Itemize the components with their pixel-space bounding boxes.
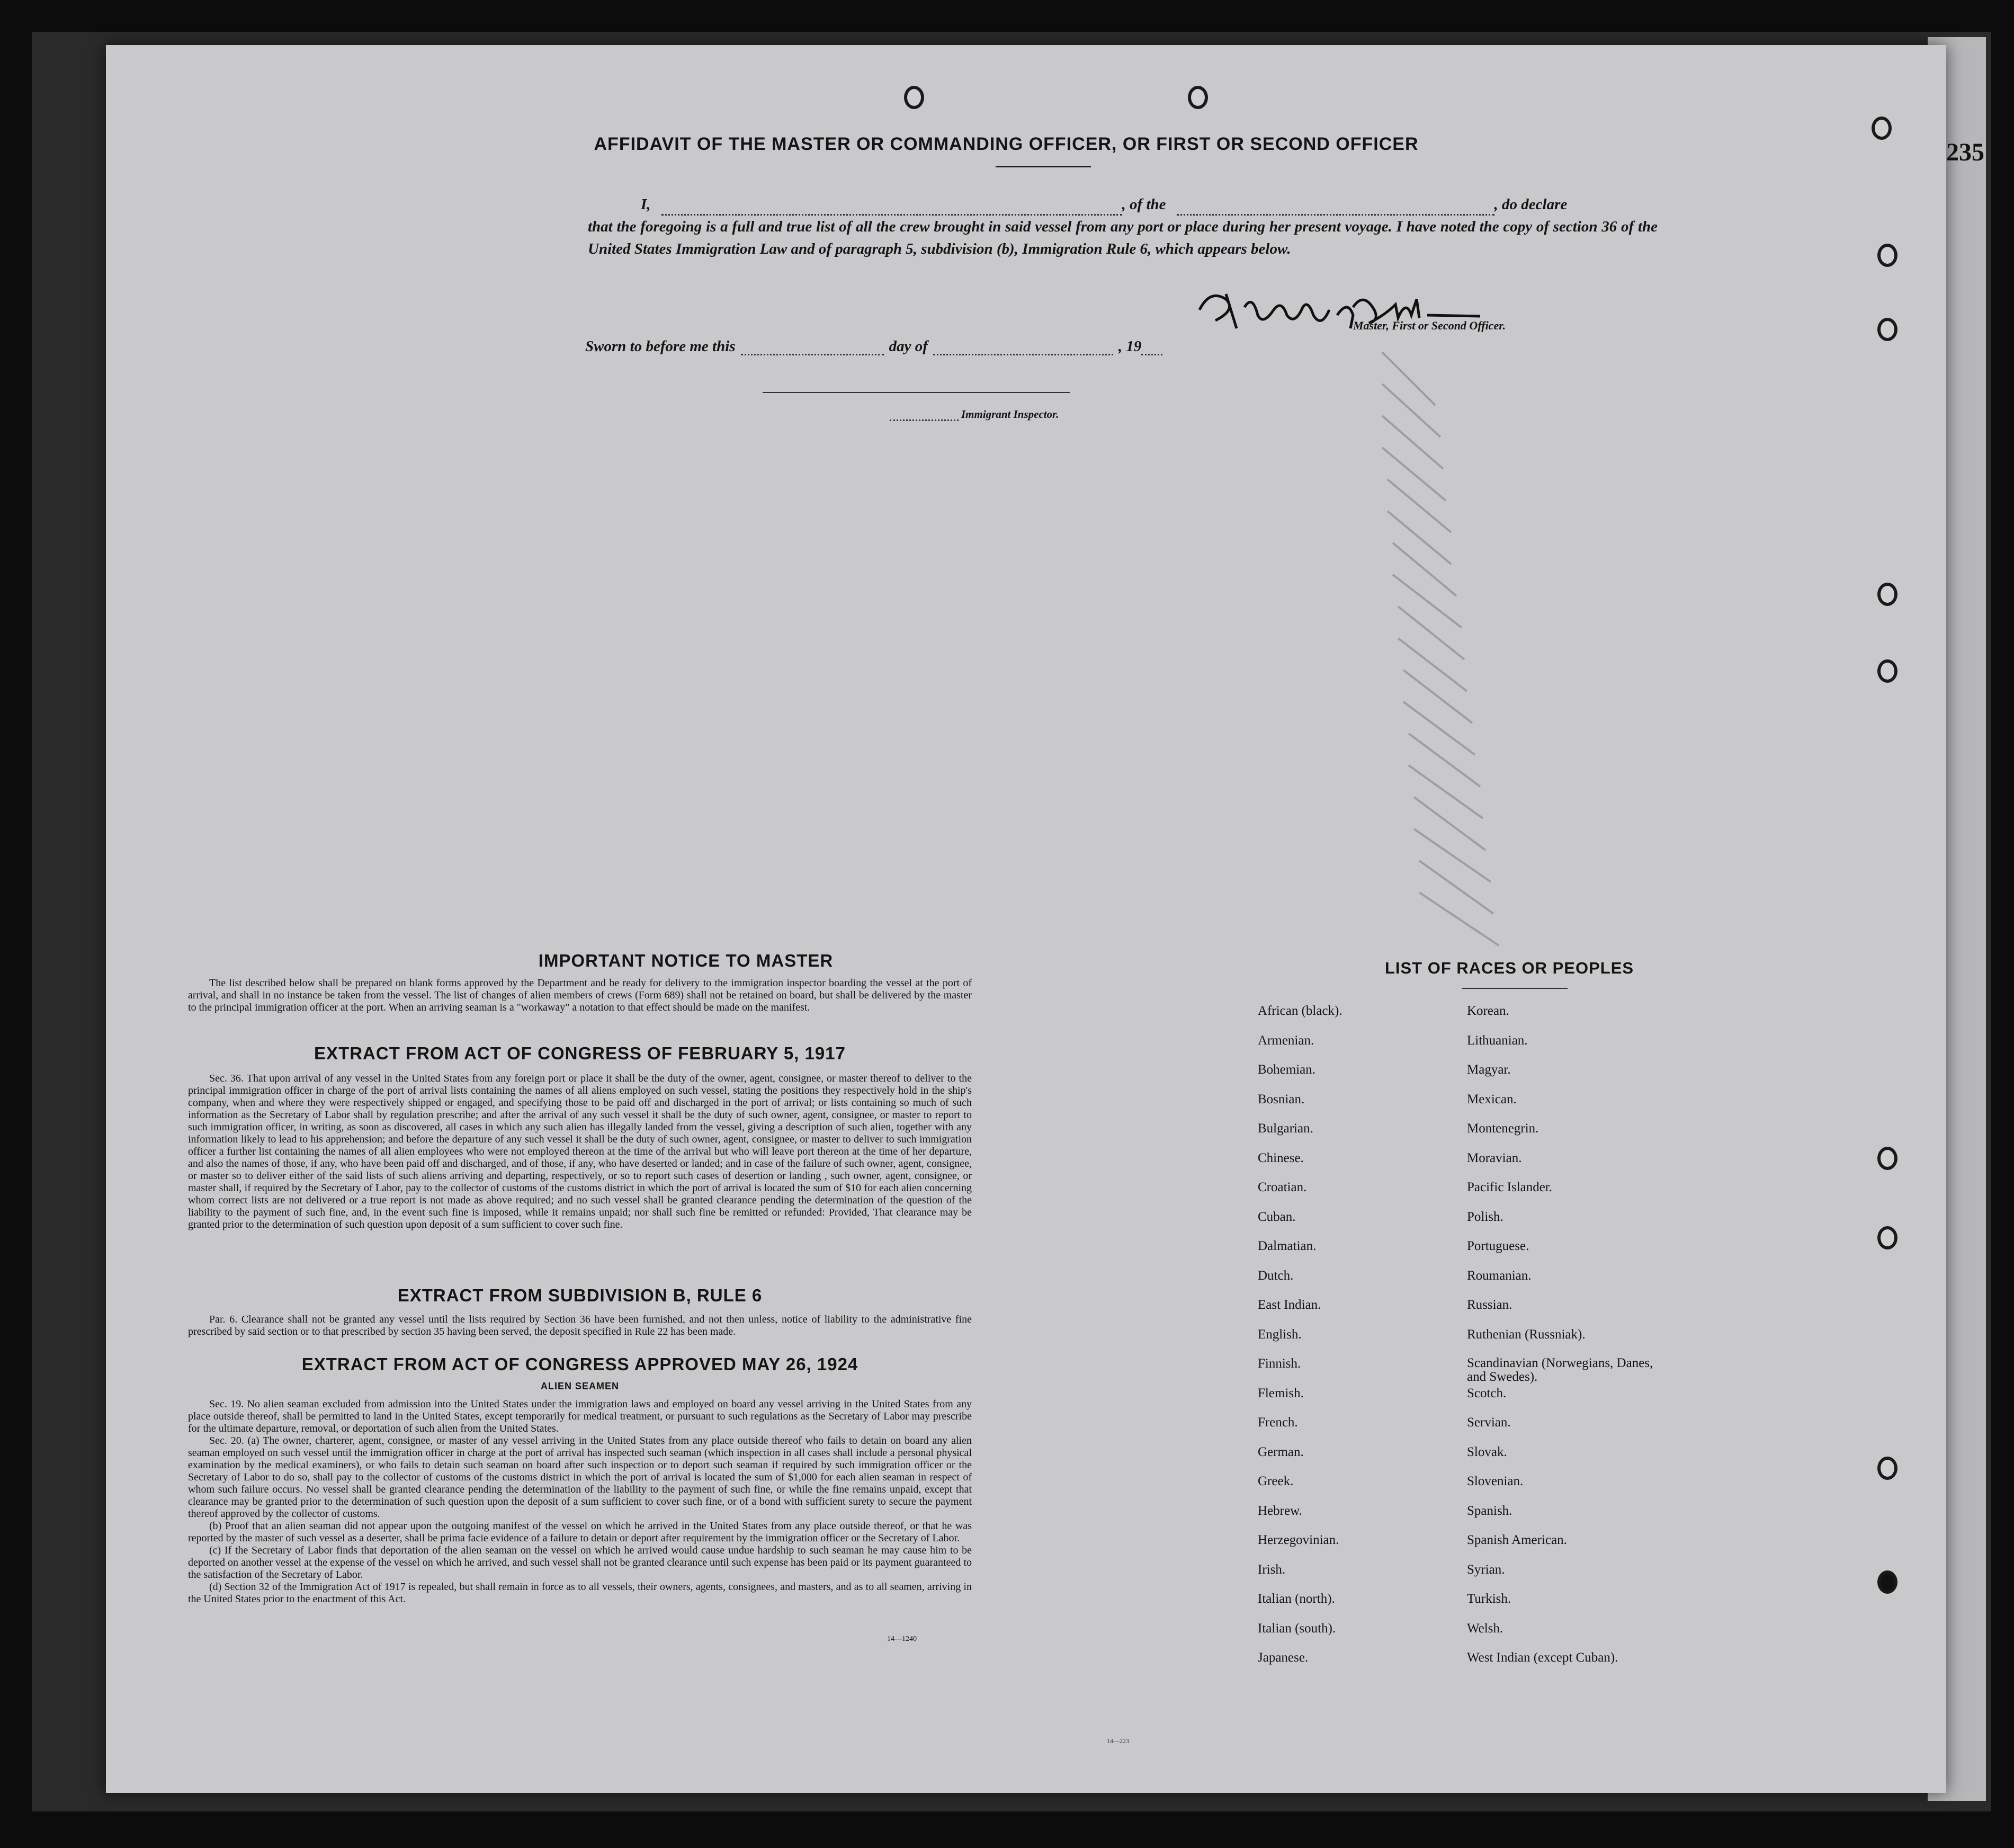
race-item: Cuban. xyxy=(1258,1209,1296,1224)
race-item: Slovak. xyxy=(1467,1444,1507,1459)
races-title-rule xyxy=(1462,988,1568,989)
race-item: Dalmatian. xyxy=(1258,1239,1317,1253)
bottom-form-number: 14—223 xyxy=(1107,1737,1129,1745)
punch-hole xyxy=(1877,659,1897,683)
race-item: Servian. xyxy=(1467,1415,1511,1430)
race-item: Korean. xyxy=(1467,1004,1509,1018)
punch-hole xyxy=(1877,1226,1897,1249)
sworn-line xyxy=(585,338,1162,355)
punch-hole xyxy=(1188,86,1208,109)
punch-hole xyxy=(904,86,924,109)
inspector-signature-line xyxy=(763,392,1070,393)
race-item: Lithuanian. xyxy=(1467,1033,1528,1048)
page-number: 235 xyxy=(1946,138,1984,166)
race-item: Armenian. xyxy=(1258,1033,1314,1048)
punch-hole xyxy=(1877,244,1897,267)
inspector-field[interactable] xyxy=(890,419,959,421)
race-item: Mexican. xyxy=(1467,1092,1517,1106)
race-item: German. xyxy=(1258,1444,1304,1459)
race-item: Bulgarian. xyxy=(1258,1121,1313,1136)
punch-hole xyxy=(1877,318,1897,341)
affidavit-title: AFFIDAVIT OF THE MASTER OR COMMANDING OFFICER, OR FIRST OR SECOND OFFICER xyxy=(594,134,1419,154)
race-item: Scotch. xyxy=(1467,1386,1507,1400)
races-title: LIST OF RACES OR PEOPLES xyxy=(1384,959,1634,977)
title-rule xyxy=(996,166,1091,167)
race-item: Magyar. xyxy=(1467,1063,1511,1077)
master-signature xyxy=(1194,278,1491,352)
inspector-label: Immigrant Inspector. xyxy=(961,408,1059,421)
race-item: Herzegovinian. xyxy=(1258,1533,1339,1547)
race-item: Welsh. xyxy=(1467,1621,1503,1636)
extract-1924-subtitle: ALIEN SEAMEN xyxy=(540,1381,619,1391)
race-item: African (black). xyxy=(1258,1004,1342,1018)
sec20d-paragraph: (d) Section 32 of the Immigration Act of 1917 is repealed, but shall remain in force as to all vessels, their owners, agents, consignees, and masters, and as to all seamen, arriving in the United States prior to the enactment of this Act. xyxy=(188,1581,972,1605)
inspector-line xyxy=(890,408,1059,421)
race-item: Portuguese. xyxy=(1467,1239,1529,1253)
race-item: West Indian (except Cuban). xyxy=(1467,1650,1618,1665)
notice-text: The list described below shall be prepared on blank forms approved by the Department and be ready for delivery to the immigration inspector boarding the vessel at the port of arrival, and shall in no instance be taken from the vessel. The list of changes of alien members of crews (Form 689) shall not be retained on board, but shall be delivered by the master to the principal immigration officer at the port. When an arriving seaman is a "workaway" a notation to that effect should be made on the manifest. xyxy=(188,977,972,1013)
punch-hole xyxy=(1877,583,1897,606)
race-item: Japanese. xyxy=(1258,1650,1309,1665)
sworn-label: Sworn to before me this xyxy=(585,338,736,355)
race-item: Finnish. xyxy=(1258,1356,1301,1371)
race-item: Italian (north). xyxy=(1258,1592,1335,1606)
punch-hole xyxy=(1872,117,1892,140)
race-item: Syrian. xyxy=(1467,1562,1505,1577)
race-item: Spanish. xyxy=(1467,1503,1512,1518)
race-item: Slovenian. xyxy=(1467,1474,1524,1488)
sec20c-paragraph: (c) If the Secretary of Labor finds that deportation of the alien seaman on the vessel on which he arrived would cause undue hardship to such seaman he may cause him to be deported on another vessel at the expense of the vessel on which he arrived, and such vessel shall not be granted clearance until such expense has been paid or its payment guaranteed to the satisfaction of the Secretary of Labor. xyxy=(188,1545,972,1581)
race-item: Irish. xyxy=(1258,1562,1286,1577)
sworn-month-field[interactable] xyxy=(933,354,1113,355)
sec19-paragraph: Sec. 19. No alien seaman excluded from admission into the United States under the immigration laws and employed on board any vessel arriving in the United States from any place outside thereof, shall be permitted to land in the United States, except temporarily for medical treatment, or pursuant to such regulations as the Secretary of Labor may prescribe for the ultimate departure, removal, or deportation of such alien from the United States. xyxy=(188,1398,972,1434)
race-item: Bosnian. xyxy=(1258,1092,1305,1106)
affidavit-body: that the foregoing is a full and true list of all the crew brought in said vessel from any port or place during her present voyage. I have noted the copy of section 36 of the United States Immigration Law and of paragraph 5, subdivision (b), Immigration Rule 6, which appears below. xyxy=(588,218,1658,257)
master-label: Master, First or Second Officer. xyxy=(1353,319,1506,332)
race-item: Polish. xyxy=(1467,1209,1503,1224)
punch-hole xyxy=(1877,1570,1897,1594)
race-item: Bohemian. xyxy=(1258,1063,1316,1077)
affidavit-declaration xyxy=(588,193,1658,260)
race-item: Spanish American. xyxy=(1467,1533,1567,1547)
race-item: Croatian. xyxy=(1258,1180,1307,1194)
race-item: Pacific Islander. xyxy=(1467,1180,1553,1194)
race-item: Roumanian. xyxy=(1467,1268,1532,1283)
extract-rule6-text: Par. 6. Clearance shall not be granted any vessel until the lists required by Section 36 have been furnished, and not then unless, notice of liability to the administrative fine prescribed by said section or to that prescribed by section 35 having been served, the deposit specified in Rule 22 has been made. xyxy=(188,1314,972,1337)
extract-1917-text: Sec. 36. That upon arrival of any vessel in the United States from any foreign port or place it shall be the duty of the owner, agent, consignee, or master thereof to deliver to the principal immigration officer in charge of the port of arrival lists containing the names of all aliens employed on such vessel, stating the positions they respectively hold in the ship's company, when and where they were respectively shipped or engaged, and specifying those to be paid off and discharged in the port of arrival; or lists containing so much of such information as the Secretary of Labor shall by regulation prescribe; and after the arrival of any such vessel it shall be the duty of such owner, agent, consignee, or master to report to such immigration officer, in writing, as soon as discovered, all cases in which any such alien has illegally landed from the vessel, giving a description of such alien, together with any information likely to lead to his apprehension; and before the departure of any such vessel it shall be the duty of such owner, agent, consignee, or master to deliver to such immigration officer a further list containing the names of all alien employees who were not employed thereon at the time of the arrival but who will leave port thereon at the time of her departure, and also the names of those, if any, who have been paid off and discharged, and of those, if any, who have deserted or landed; and in case of the failure of such owner, agent, consignee, or master so to deliver either of the said lists of such aliens arriving and departing, respectively, or so to report such cases of desertion or landing , such owner, agent, consignee, or master shall, if required by the Secretary of Labor, pay to the collector of customs of the customs district in which the port of arrival is located the sum of $10 for each alien concerning whom correct lists are not delivered or a true report is not made as above required; and no such vessel shall be granted clearance pending the determination of the question of the liability to the payment of such fine, and, in the event such fine is imposed, while it remains unpaid; nor shall such fine be remitted or refunded: Provided, That clearance may be granted prior to the determination of such question upon deposit of a sum sufficient to cover such fine. xyxy=(188,1073,972,1230)
notice-title: IMPORTANT NOTICE TO MASTER xyxy=(538,951,834,970)
race-item: Chinese. xyxy=(1258,1150,1304,1165)
extract-1924-body xyxy=(188,1398,972,1605)
race-item: Italian (south). xyxy=(1258,1621,1336,1636)
declare-i: I, xyxy=(641,196,651,213)
extract-1924-title: EXTRACT FROM ACT OF CONGRESS APPROVED MAY 26, 1924 xyxy=(301,1354,858,1374)
race-item: Dutch. xyxy=(1258,1268,1294,1283)
document-page xyxy=(106,45,1984,1793)
day-of-label: day of xyxy=(889,338,928,355)
races-list-right xyxy=(1467,1004,1668,1680)
race-item: East Indian. xyxy=(1258,1298,1321,1312)
sworn-year-field[interactable] xyxy=(1141,354,1162,355)
race-item: Flemish. xyxy=(1258,1386,1304,1400)
race-item: Montenegrin. xyxy=(1467,1121,1539,1136)
sec20a-paragraph: Sec. 20. (a) The owner, charterer, agent, consignee, or master of any vessel arriving in the United States from any place outside thereof who fails to detain on board any alien seaman employed on such vessel until the immigration officer in charge at the port of arrival has inspected such seaman (which inspection in all cases shall include a personal physical examination by the medical examiners), or who fails to detain such seaman on board after such inspection or to deport such seaman if required by such immigration officer or the Secretary of Labor to do so, shall pay to the collector of customs of the customs district in which the port of arrival is located the sum of $1,000 for each alien seaman in respect of whom such failure occurs. No vessel shall be granted clearance pending the determination of the liability to the payment of such fine, or while the fine remains unpaid, except that clearance may be granted prior to the determination of such question upon the deposit of a sum sufficient to cover such fine, or of a bond with sufficient surety to secure the payment thereof approved by the collector of customs. xyxy=(188,1435,972,1520)
race-item: Scandinavian (Norwegians, Danes, and Swedes). xyxy=(1467,1356,1653,1384)
race-item: French. xyxy=(1258,1415,1298,1430)
punch-hole xyxy=(1877,1147,1897,1170)
form-number: 14—1240 xyxy=(887,1635,917,1643)
sworn-day-field[interactable] xyxy=(741,354,884,355)
extract-rule6-title: EXTRACT FROM SUBDIVISION B, RULE 6 xyxy=(397,1285,763,1305)
race-item: Greek. xyxy=(1258,1474,1294,1488)
race-item: Turkish. xyxy=(1467,1592,1511,1606)
race-item: Ruthenian (Russniak). xyxy=(1467,1327,1586,1342)
race-item: Russian. xyxy=(1467,1298,1512,1312)
declare-declare: , do declare xyxy=(1494,196,1568,213)
race-item: English. xyxy=(1258,1327,1302,1342)
extract-1917-title: EXTRACT FROM ACT OF CONGRESS OF FEBRUARY 5, 1917 xyxy=(314,1043,846,1063)
punch-hole xyxy=(1877,1457,1897,1480)
sec20b-paragraph: (b) Proof that an alien seaman did not appear upon the outgoing manifest of the vessel on which he arrived in the United States from any place outside thereof, or that he was reported by the master of such vessel as a deserter, shall be prima facie evidence of a failure to detain or deport after requirement by the immigration officer or the Secretary of Labor. xyxy=(188,1520,972,1544)
race-item: Moravian. xyxy=(1467,1150,1522,1165)
declare-of-the: , of the xyxy=(1122,196,1166,213)
race-item: Hebrew. xyxy=(1258,1503,1302,1518)
year-label: , 19 xyxy=(1118,338,1142,355)
races-list-left xyxy=(1258,1004,1470,1680)
